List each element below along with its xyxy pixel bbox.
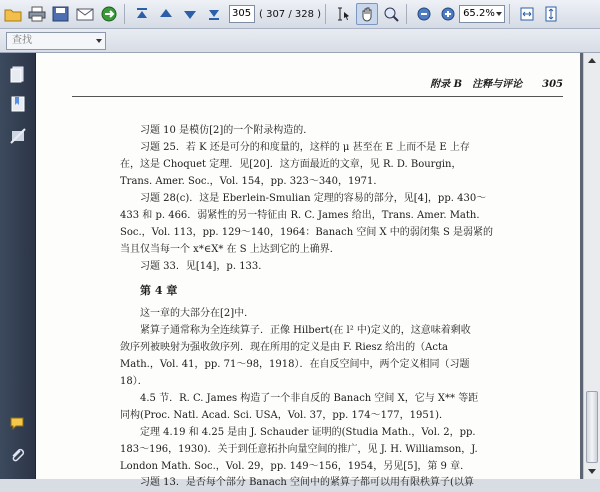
text-line: Soc.，Vol. 113，pp. 129～140，1964：Banach 空间 X 中的弱闭集 S 是弱紧的 xyxy=(120,227,494,238)
search-input[interactable] xyxy=(6,32,106,50)
fit-page-icon[interactable] xyxy=(540,3,562,25)
bookmarks-icon[interactable] xyxy=(9,95,27,113)
zoom-out-icon[interactable] xyxy=(413,3,435,25)
zoom-level-select[interactable] xyxy=(459,5,505,23)
main-toolbar xyxy=(0,0,600,29)
text-line: 定理 4.19 和 4.25 是由 J. Schauder 证明的(Studia Math.，Vol. 2，pp. xyxy=(140,427,476,438)
save-icon[interactable] xyxy=(50,3,72,25)
page-content xyxy=(36,53,583,488)
text-line: 18）． xyxy=(120,376,148,387)
open-folder-icon[interactable] xyxy=(2,3,24,25)
text-line: 433 和 p. 466．弱紧性的另一特征由 R. C. James 给出，Trans. Amer. Math. xyxy=(120,210,480,221)
toolbar-separator xyxy=(124,4,125,24)
comments-icon[interactable] xyxy=(9,415,27,433)
scroll-thumb[interactable] xyxy=(586,391,598,463)
toolbar-separator xyxy=(509,4,510,24)
hand-tool-icon[interactable] xyxy=(356,3,378,25)
text-line: 紧算子通常称为全连续算子．正像 Hilbert(在 l² 中)定义的，这意味着剩收 xyxy=(140,325,471,336)
chevron-down-icon xyxy=(496,12,502,16)
header-rule xyxy=(72,96,563,97)
text-line: 习题 10 是模仿[2]的一个附录构造的． xyxy=(140,125,314,136)
find-toolbar xyxy=(0,29,600,53)
running-header: 附录 B 注释与评论 305 xyxy=(430,79,563,90)
previous-page-icon[interactable] xyxy=(155,3,177,25)
zoom-in-icon[interactable] xyxy=(437,3,459,25)
first-page-icon[interactable] xyxy=(131,3,153,25)
next-page-icon[interactable] xyxy=(179,3,201,25)
email-icon[interactable] xyxy=(74,3,96,25)
go-green-icon[interactable] xyxy=(98,3,120,25)
scroll-down-icon[interactable] xyxy=(588,469,596,474)
pages-icon[interactable] xyxy=(9,65,27,83)
navigation-sidebar xyxy=(0,53,36,479)
text-line: 习题 33．见[14]，p. 133． xyxy=(140,261,269,272)
text-line: 这一章的大部分在[2]中． xyxy=(140,308,255,319)
text-line: 习题 25．若 K 还是可分的和度量的，这样的 μ 甚至在 E 上而不是 E 上存 xyxy=(140,142,470,153)
text-line: 当且仅当每一个 x*∈X* 在 S 上达到它的上确界． xyxy=(120,244,340,255)
text-line: 敛序列被映射为强收敛序列．现在所用的定义是由 F. Riesz 给出的（Acta xyxy=(120,342,448,353)
text-line: 习题 28(c)．这是 Eberlein-Smulian 定理的容易的部分，见[4]，pp. 430～ xyxy=(140,193,487,204)
print-icon[interactable] xyxy=(26,3,48,25)
attachments-icon[interactable] xyxy=(9,447,27,465)
toolbar-separator xyxy=(325,4,326,24)
document-viewer xyxy=(36,53,600,488)
text-line: 在，这是 Choquet 定理．见[20]．这方面最近的文章，见 R. D. Bourgin， xyxy=(120,159,462,170)
text-line: 4.5 节．R. C. James 构造了一个非自反的 Banach 空间 X，它与 X** 等距 xyxy=(140,393,479,404)
fit-width-icon[interactable] xyxy=(516,3,538,25)
text-line: Trans. Amer. Soc.，Vol. 154，pp. 323～340，1971． xyxy=(120,176,384,187)
page-count-label: ( 307 / 328 ) xyxy=(259,8,322,20)
zoom-level-value: 65.2% xyxy=(463,8,495,19)
layers-icon[interactable] xyxy=(9,127,27,145)
text-line: 183～196，1930)．关于到任意拓扑向量空间的推广，见 J. H. Williamson，J. xyxy=(120,444,478,455)
search-placeholder: 查找 xyxy=(12,35,32,46)
toolbar-separator xyxy=(406,4,407,24)
page-number-input[interactable]: 305 xyxy=(229,5,255,23)
vertical-scrollbar[interactable] xyxy=(583,53,600,479)
chapter-heading: 第 4 章 xyxy=(140,284,178,297)
document-page xyxy=(36,53,583,488)
zoom-tool-icon[interactable] xyxy=(380,3,402,25)
select-text-icon[interactable] xyxy=(332,3,354,25)
text-line: London Math. Soc.，Vol. 29，pp. 149～156，1954，另见[5]，第 9 章． xyxy=(120,461,471,472)
text-line: 习题 13．是否每个部分 Banach 空间中的紧算子都可以用有限秩算子(以算 xyxy=(140,477,474,488)
text-line: 同构(Proc. Natl. Acad. Sci. USA，Vol. 37，pp. 174～177，1951)． xyxy=(120,410,450,421)
text-line: Math.，Vol. 41，pp. 71～98，1918）．在自反空间中，两个定义相同（习题 xyxy=(120,359,470,370)
chevron-down-icon xyxy=(96,39,102,43)
scroll-up-icon[interactable] xyxy=(588,58,596,63)
last-page-icon[interactable] xyxy=(203,3,225,25)
